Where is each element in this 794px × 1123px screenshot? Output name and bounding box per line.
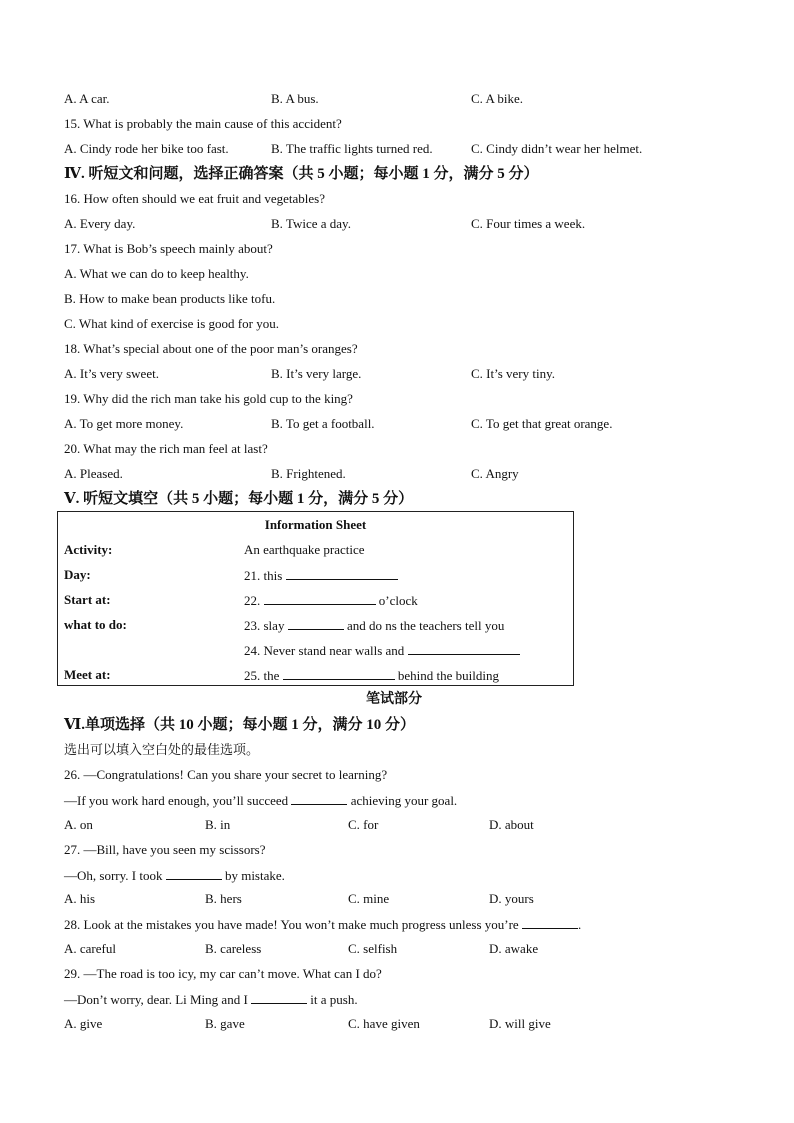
q17-option-b: B. How to make bean products like tofu. <box>64 291 276 306</box>
q26-option-c: C. for <box>348 817 379 832</box>
q16-question: 16. How often should we eat fruit and vegetables? <box>64 191 326 206</box>
q26-line1: 26. —Congratulations! Can you share your secret to learning? <box>64 767 388 782</box>
q19-option-a: A. To get more money. <box>64 416 184 431</box>
q29-line2 <box>64 991 358 1008</box>
q18-option-c: C. It’s very tiny. <box>471 366 556 381</box>
todo-24-row <box>244 642 520 659</box>
q28-option-a: A. careful <box>64 941 116 956</box>
todo-23-row <box>244 617 504 634</box>
start-prefix: 22. <box>244 593 261 608</box>
q29-blank[interactable] <box>251 991 307 1004</box>
q27-line1: 27. —Bill, have you seen my scissors? <box>64 842 266 857</box>
q26-line2-prefix: —If you work hard enough, you’ll succeed <box>64 793 289 808</box>
blank-21[interactable] <box>286 567 398 580</box>
meet-row <box>244 667 499 684</box>
todo-23-prefix: 23. slay <box>244 618 285 633</box>
q16-option-c: C. Four times a week. <box>471 216 586 231</box>
q28-blank[interactable] <box>522 916 578 929</box>
q27-option-d: D. yours <box>489 891 534 906</box>
q27-option-b: B. hers <box>205 891 242 906</box>
q28-option-b: B. careless <box>205 941 262 956</box>
blank-25[interactable] <box>283 667 395 680</box>
q29-option-c: C. have given <box>348 1016 420 1031</box>
q27-line2-prefix: —Oh, sorry. I took <box>64 868 163 883</box>
q15-question: 15. What is probably the main cause of this accident? <box>64 116 342 131</box>
q16-option-b: B. Twice a day. <box>271 216 351 231</box>
todo-24-prefix: 24. Never stand near walls and <box>244 643 405 658</box>
q16-option-a: A. Every day. <box>64 216 136 231</box>
q28-line1-suffix: . <box>577 917 582 932</box>
q19-option-b: B. To get a football. <box>271 416 375 431</box>
q20-option-c: C. Angry <box>471 466 519 481</box>
q15-option-c: C. Cindy didn’t wear her helmet. <box>471 141 643 156</box>
q26-blank[interactable] <box>291 792 347 805</box>
q27-blank[interactable] <box>166 867 222 880</box>
q27-option-c: C. mine <box>348 891 390 906</box>
q18-option-a: A. It’s very sweet. <box>64 366 159 381</box>
q26-option-a: A. on <box>64 817 93 832</box>
q14-option-c: C. A bike. <box>471 91 524 106</box>
q26-option-b: B. in <box>205 817 231 832</box>
q15-option-b: B. The traffic lights turned red. <box>271 141 433 156</box>
q27-line2 <box>64 867 285 884</box>
q19-question: 19. Why did the rich man take his gold cup to the king? <box>64 391 353 406</box>
activity-label: Activity: <box>64 542 113 557</box>
meet-label: Meet at: <box>64 667 111 682</box>
section-6-title: Ⅵ.单项选择（共 10 小题；每小题 1 分，满分 10 分） <box>64 717 416 733</box>
q18-option-b: B. It’s very large. <box>271 366 362 381</box>
day-row <box>244 567 398 584</box>
q28-option-d: D. awake <box>489 941 539 956</box>
q29-option-a: A. give <box>64 1016 103 1031</box>
meet-prefix: 25. the <box>244 668 280 683</box>
q17-option-c: C. What kind of exercise is good for you. <box>64 316 279 331</box>
q28-line1 <box>64 916 581 933</box>
day-prefix: 21. this <box>244 568 283 583</box>
q19-option-c: C. To get that great orange. <box>471 416 613 431</box>
information-sheet <box>57 511 574 686</box>
blank-24[interactable] <box>408 642 520 655</box>
q14-option-a: A. A car. <box>64 91 110 106</box>
start-row <box>244 592 418 609</box>
blank-22[interactable] <box>264 592 376 605</box>
q29-line1: 29. —The road is too icy, my car can’t move. What can I do? <box>64 966 382 981</box>
q18-question: 18. What’s special about one of the poor man’s oranges? <box>64 341 358 356</box>
q28-option-c: C. selfish <box>348 941 398 956</box>
blank-23[interactable] <box>288 617 344 630</box>
start-suffix: o’clock <box>378 593 418 608</box>
q17-option-a: A. What we can do to keep healthy. <box>64 266 249 281</box>
section-4-title: Ⅳ. 听短文和问题，选择正确答案（共 5 小题；每小题 1 分，满分 5 分） <box>64 166 539 182</box>
info-sheet-title: Information Sheet <box>264 517 367 532</box>
q20-option-a: A. Pleased. <box>64 466 123 481</box>
q28-line1-prefix: 28. Look at the mistakes you have made! You won’t make much progress unless you’re <box>64 917 519 932</box>
q27-line2-suffix: by mistake. <box>224 868 285 883</box>
day-label: Day: <box>64 567 91 582</box>
q15-option-a: A. Cindy rode her bike too fast. <box>64 141 229 156</box>
q29-line2-suffix: it a push. <box>310 992 358 1007</box>
q29-option-b: B. gave <box>205 1016 245 1031</box>
todo-label: what to do: <box>64 617 127 632</box>
q29-line2-prefix: —Don’t worry, dear. Li Ming and I <box>64 992 248 1007</box>
q26-line2-suffix: achieving your goal. <box>350 793 458 808</box>
q29-option-d: D. will give <box>489 1016 551 1031</box>
activity-value: An earthquake practice <box>244 542 365 557</box>
q20-option-b: B. Frightened. <box>271 466 346 481</box>
q26-line2 <box>64 792 457 809</box>
meet-suffix: behind the building <box>397 668 499 683</box>
section-5-title: Ⅴ. 听短文填空（共 5 小题；每小题 1 分，满分 5 分） <box>64 491 414 507</box>
q27-option-a: A. his <box>64 891 96 906</box>
q26-option-d: D. about <box>489 817 534 832</box>
q14-option-b: B. A bus. <box>271 91 319 106</box>
q20-question: 20. What may the rich man feel at last? <box>64 441 268 456</box>
start-label: Start at: <box>64 592 111 607</box>
section-6-instruction: 选出可以填入空白处的最佳选项。 <box>64 742 260 757</box>
todo-23-suffix: and do ns the teachers tell you <box>346 618 505 633</box>
q17-question: 17. What is Bob’s speech mainly about? <box>64 241 273 256</box>
written-part-title: 笔试部分 <box>366 692 422 707</box>
